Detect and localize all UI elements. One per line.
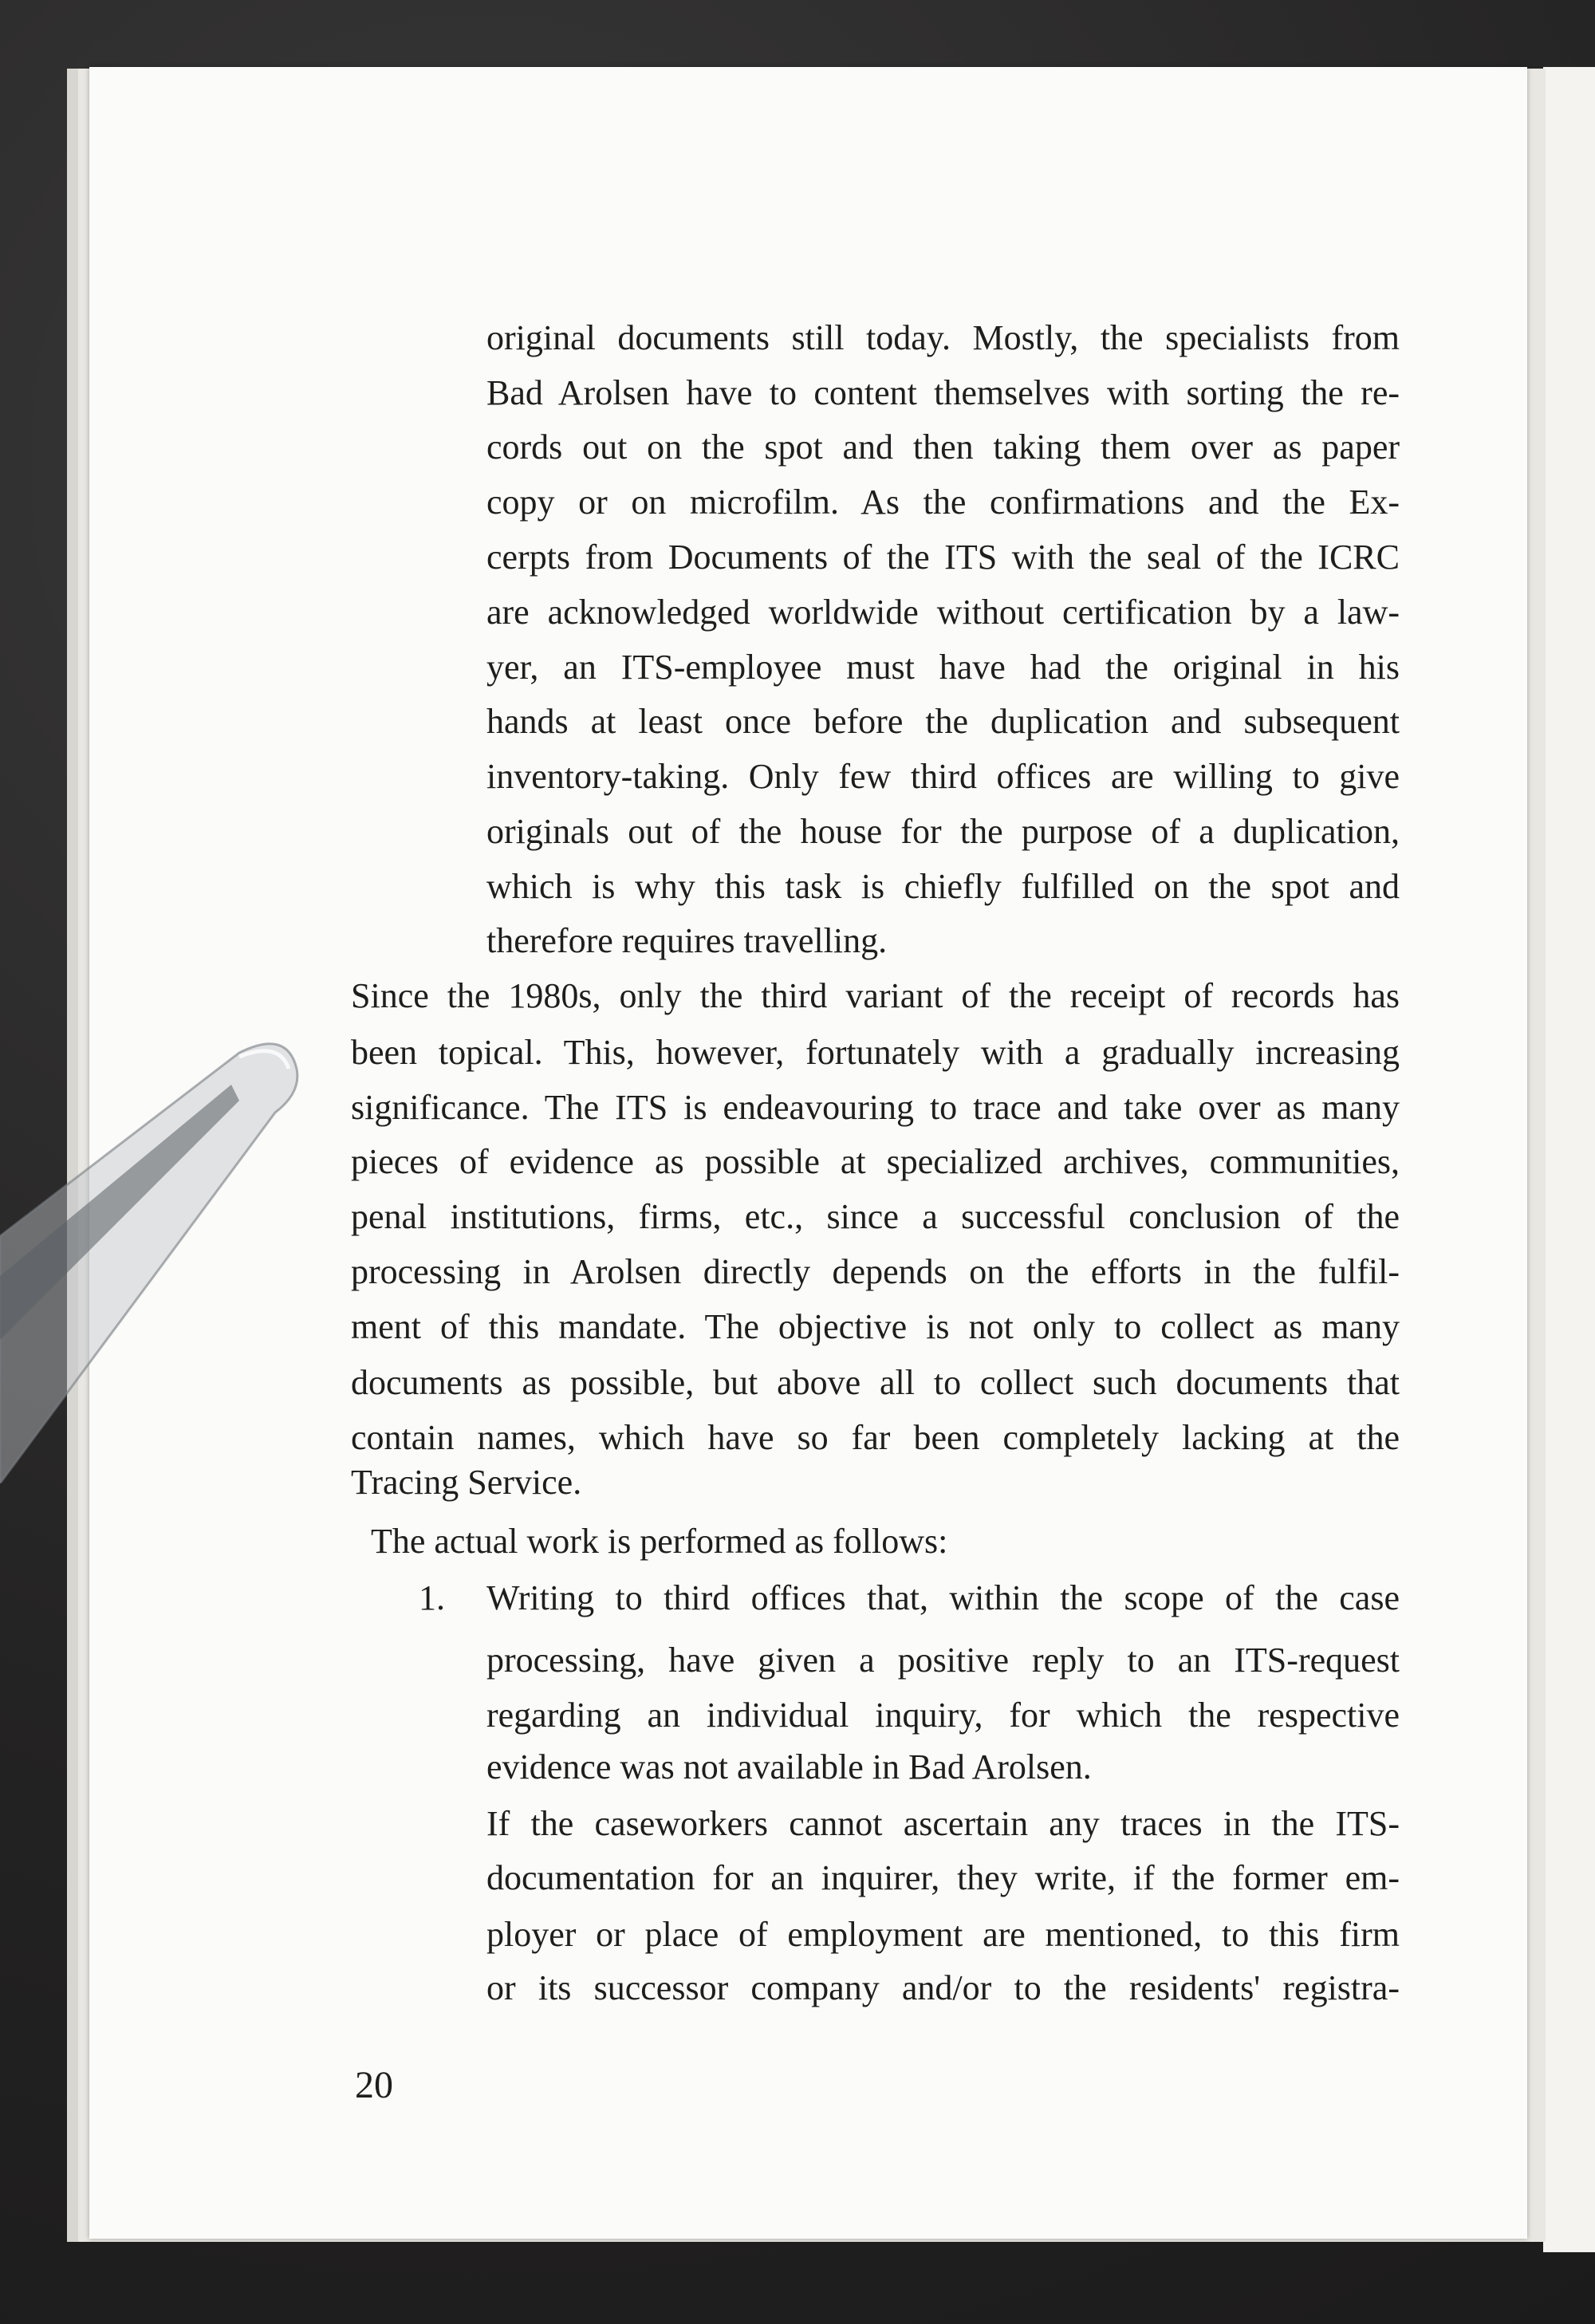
text-line: ment of this mandate. The objective is not only to collect as many <box>351 1307 1400 1346</box>
text-line: ployer or place of employment are mentioned, to this firm <box>486 1915 1400 1954</box>
text-line: evidence was not available in Bad Arolsen. <box>486 1747 1092 1786</box>
text-line: Bad Arolsen have to content themselves with sorting the re- <box>486 373 1400 412</box>
text-line: The actual work is performed as follows: <box>371 1522 948 1561</box>
text-line: penal institutions, firms, etc., since a successful conclusion of the <box>351 1197 1400 1236</box>
text-line: cords out on the spot and then taking them over as paper <box>486 427 1400 467</box>
text-line: significance. The ITS is endeavouring to trace and take over as many <box>351 1088 1400 1127</box>
text-line: processing in Arolsen directly depends on the efforts in the fulfil- <box>351 1252 1400 1291</box>
text-line: are acknowledged worldwide without certification by a law- <box>486 593 1400 632</box>
text-line: originals out of the house for the purpose of a duplication, <box>486 812 1400 851</box>
text-line: original documents still today. Mostly, the specialists from <box>486 318 1400 357</box>
text-line: therefore requires travelling. <box>486 921 888 960</box>
text-line: or its successor company and/or to the residents' registra- <box>486 1968 1400 2007</box>
next-page-edge <box>1543 67 1595 2252</box>
text-line: documents as possible, but above all to collect such documents that <box>351 1363 1400 1402</box>
text-line: documentation for an inquirer, they write, if the former em- <box>486 1858 1400 1897</box>
text-line: cerpts from Documents of the ITS with the seal of the ICRC <box>486 538 1400 577</box>
text-line: regarding an individual inquiry, for which the respective <box>486 1696 1400 1735</box>
text-line: copy or on microfilm. As the confirmations and the Ex- <box>486 483 1400 522</box>
text-line: If the caseworkers cannot ascertain any traces in the ITS- <box>486 1804 1400 1843</box>
text-line: Since the 1980s, only the third variant of the receipt of records has <box>351 976 1400 1015</box>
text-line: pieces of evidence as possible at specialized archives, communities, <box>351 1142 1400 1181</box>
text-line: been topical. This, however, fortunately with a gradually increasing <box>351 1033 1400 1072</box>
text-line: inventory-taking. Only few third offices are willing to give <box>486 757 1400 796</box>
text-line: which is why this task is chiefly fulfilled on the spot and <box>486 867 1400 906</box>
text-line: contain names, which have so far been completely lacking at the <box>351 1418 1400 1457</box>
text-line: yer, an ITS-employee must have had the original in his <box>486 648 1400 687</box>
text-line: Writing to third offices that, within the scope of the case <box>486 1578 1400 1617</box>
list-number: 1. <box>419 1578 445 1617</box>
text-line: hands at least once before the duplication and subsequent <box>486 702 1400 741</box>
text-line: Tracing Service. <box>351 1463 582 1502</box>
tweezers-tool <box>0 1037 319 1483</box>
text-line: processing, have given a positive reply to an ITS-request <box>486 1641 1400 1680</box>
page-number: 20 <box>355 2064 393 2106</box>
